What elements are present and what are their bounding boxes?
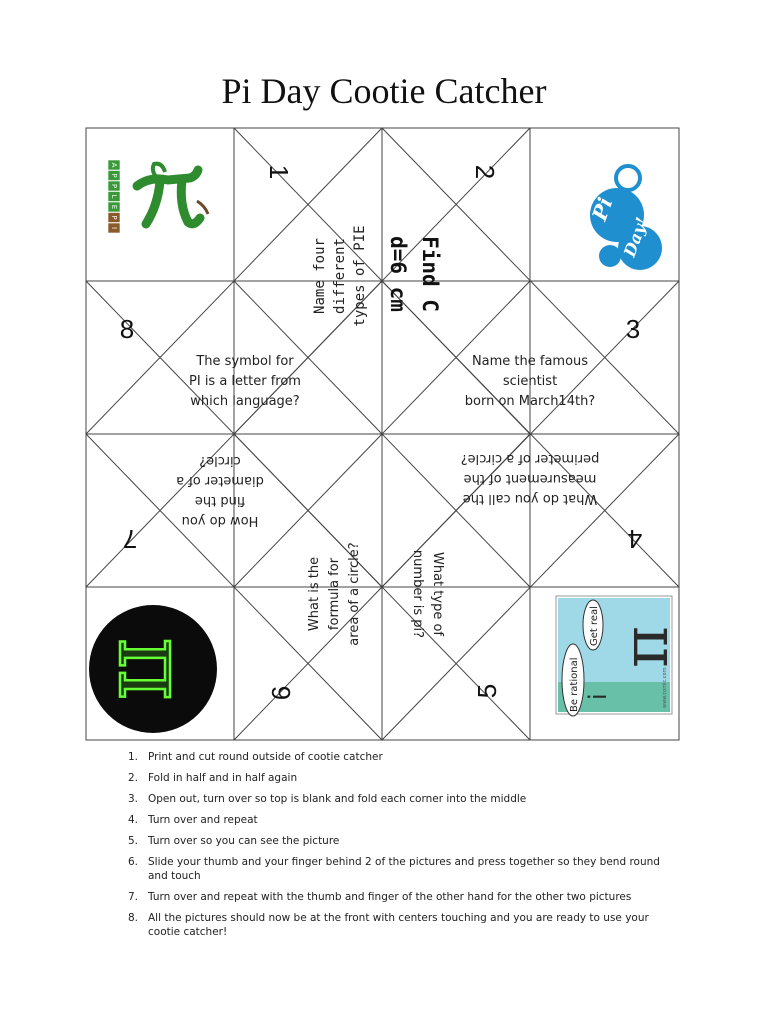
instruction-item: 2. Fold in half and in half again [128,772,298,784]
number-5: 5 [472,683,502,699]
letter-block-text: P [110,183,118,189]
instruction-item: 4. Turn over and repeat [128,814,258,826]
question-diameter: How do you find the diameter of a circle? [176,453,264,528]
pi-day-word: Day! [619,214,652,260]
apple-pi-picture [108,160,208,233]
neon-pi-picture [89,605,217,733]
pi-bar [137,170,198,186]
comic-credit: www.comic.com [662,667,668,708]
question-number-type: What type of number is pi? [410,549,445,639]
number-2: 2 [470,164,500,180]
pi-left-leg [146,181,160,224]
instruction-item: 7. Turn over and repeat with the thumb and finger of the other hand for the other two pictures [128,891,632,903]
instruction-item: 3. Open out, turn over so top is blank and fold each corner into the middle [128,793,527,805]
question-find-c: Find C d=6 cm [386,236,442,312]
number-4: 4 [627,524,643,554]
number-8: 8 [119,314,135,344]
page-title: Pi Day Cootie Catcher [221,71,547,111]
question-area-formula: What is the formula for area of a circle? [307,542,362,646]
instruction-item: 1. Print and cut round outside of cootie catcher [128,751,383,763]
number-6: 6 [266,685,296,701]
letter-block-text: L [110,194,118,199]
pi-day-picture [587,166,662,270]
letter-block-text: I [110,226,118,230]
letter-block-text: P [110,173,118,178]
question-perimeter: What do you call the measurement of the perimeter of a circle? [460,451,600,506]
comic-picture [556,596,683,716]
question-pie-types: Name four different types of PIE [312,225,368,327]
get-real-text: Get real [589,606,600,646]
bubble-ring [616,166,640,190]
pi-character: π [609,625,683,669]
letter-block-text: A [110,162,118,168]
letter-block-text: P [110,215,118,220]
pi-day-word: Pi [587,194,618,224]
instruction-item: 5. Turn over so you can see the picture [128,835,340,847]
exclamation-character: i [584,693,612,700]
instruction-item: 6. Slide your thumb and your finger behind 2 of the pictures and press together so they bend round and touch [128,856,660,882]
letter-block-text: E [110,204,118,210]
question-symbol: The symbol for PI is a letter from which language? [189,354,301,409]
instruction-item: 8. All the pictures should now be at the front with centers touching and you are ready to use your cootie catcher! [128,912,649,938]
number-1: 1 [264,164,294,180]
be-rational-text: Be rational [569,657,580,712]
number-7: 7 [122,524,138,554]
question-scientist: Name the famous scientist born on March14th? [464,354,596,409]
bubble [599,245,621,267]
pi-glyph: π [97,637,209,701]
instructions-list [128,750,668,946]
apple-stem [197,201,208,214]
number-3: 3 [625,314,641,344]
